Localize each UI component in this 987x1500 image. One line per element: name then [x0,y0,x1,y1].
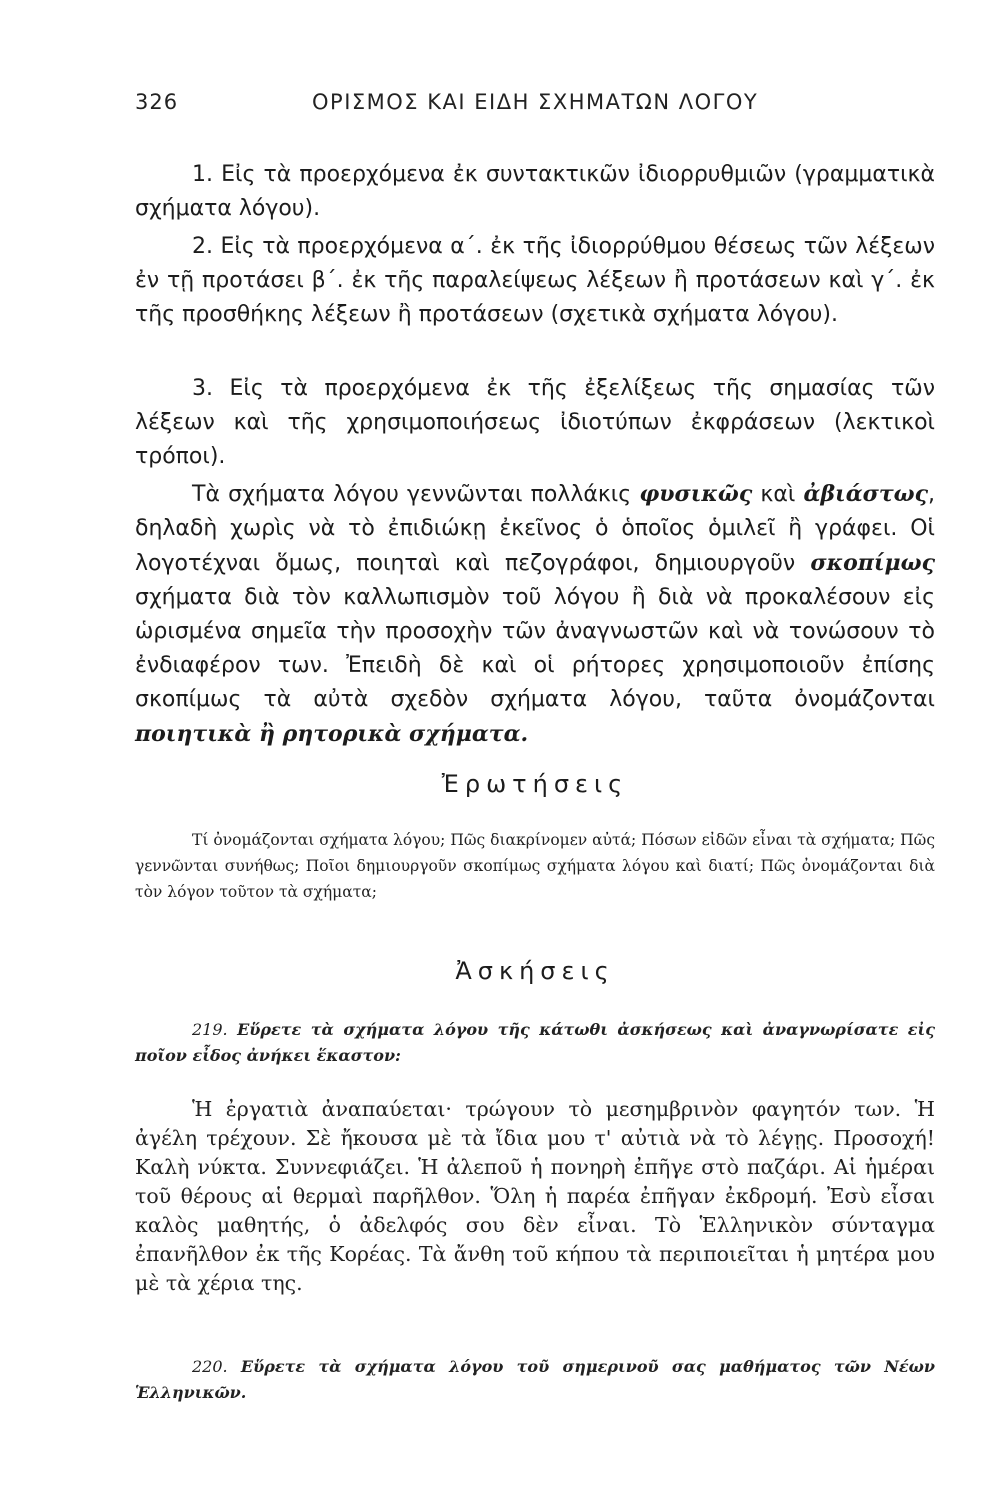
list-item-1-text: 1. Εἰς τὰ προερχόμενα ἐκ συντακτικῶν ἰδιορρυθμιῶν (γραμματικὰ σχήματα λόγου). [135,162,935,221]
exercise-219-passage [135,1095,935,1298]
questions-heading: Ἐρωτήσεις [441,770,629,798]
exercise-219-text [135,1017,935,1069]
paragraph-run-4: σχήματα διὰ τὸν καλλωπισμὸν τοῦ λόγου ἢ διὰ νὰ προκαλέσουν εἰς ὡρισμένα σημεῖα τὴν προσοχὴν τῶν ἀναγνωστῶν καὶ νὰ τονώσουν τὸ ἐνδιαφέρον των. Ἐπειδὴ δὲ καὶ οἱ ρήτορες χρησιμοποιοῦν ἐπίσης σκοπίμως τὰ αὐτὰ σχεδὸν σχήματα λόγου, ταῦτα ὀνομάζονται [135,585,935,712]
list-item-3-text: 3. Εἰς τὰ προερχόμενα ἐκ τῆς ἐξελίξεως τῆς σημασίας τῶν λέξεων καὶ τῆς χρησιμοποιήσεως ἰδιοτύπων ἐκφράσεων (λεκτικοὶ τρόποι). [135,376,935,469]
list-item-1 [135,158,935,226]
list-item-2-text: 2. Εἰς τὰ προερχόμενα α΄. ἐκ τῆς ἰδιορρύθμου θέσεως τῶν λέξεων ἐν τῇ προτάσει β΄. ἐκ τῆς παραλείψεως λέξεων ἢ προτάσεων καὶ γ΄. ἐκ τῆς προσθήκης λέξεων ἢ προτάσεων (σχετικὰ σχήματα λόγου). [135,234,935,327]
exercise-220-text [135,1354,935,1406]
list-item-3 [135,372,935,474]
questions-text: Τί ὀνομάζονται σχήματα λόγου; Πῶς διακρίνομεν αὐτά; Πόσων εἰδῶν εἶναι τὰ σχήματα; Πῶς γεννῶνται συνήθως; Ποῖοι δημιουργοῦν σκοπίμως σχήματα λόγου καὶ διατί; Πῶς ὀνομάζονται διὰ τὸν λόγον τοῦτον τὰ σχήματα; [135,831,935,901]
emphasis-naturally: φυσικῶς [639,481,753,507]
exercises-heading: Ἀσκήσεις [455,957,615,985]
page-number: 326 [135,90,179,114]
list-item-2 [135,230,935,332]
emphasis-poetic-rhetorical: ποιητικὰ ἢ ρητορικὰ σχήματα. [135,721,529,747]
paragraph-run-2: καὶ [752,482,804,507]
paragraph-text [135,477,935,752]
emphasis-deliberately: σκοπίμως [810,550,935,576]
exercise-220-instruction: Εὕρετε τὰ σχήματα λόγου τοῦ σημερινοῦ σας μαθήματος τῶν Νέων Ἑλληνικῶν. [135,1357,935,1402]
exercise-220 [135,1354,935,1406]
exercise-220-number: 220. [192,1357,228,1376]
paragraph-run-1: Τὰ σχήματα λόγου γεννῶνται πολλάκις [192,482,640,507]
exercise-219-number: 219. [192,1020,228,1039]
running-title: ΟΡΙΣΜΟΣ ΚΑΙ ΕΙΔΗ ΣΧΗΜΑΤΩΝ ΛΟΓΟΥ [312,90,759,114]
exercise-219-instruction: Εὕρετε τὰ σχήματα λόγου τῆς κάτωθι ἀσκήσεως καὶ ἀναγνωρίσατε εἰς ποῖον εἶδος ἀνήκει ἕκαστον: [135,1020,935,1065]
emphasis-unforced: ἀβιάστως [803,481,928,507]
paragraph-run-3: , δηλαδὴ χωρὶς νὰ τὸ ἐπιδιώκῃ ἐκεῖνος ὁ ὁποῖος ὁμιλεῖ ἢ γράφει. Οἱ λογοτέχναι ὅμως, ποιηταὶ καὶ πεζογράφοι, δημιουργοῦν [135,482,935,576]
exercise-219 [135,1017,935,1069]
questions-block [135,827,935,905]
figures-of-speech-paragraph [135,477,935,752]
passage-text: Ἡ ἐργατιὰ ἀναπαύεται· τρώγουν τὸ μεσημβρινὸν φαγητόν των. Ἡ ἀγέλη τρέχουν. Σὲ ἤκουσα μὲ τὰ ἴδια μου τ' αὐτιὰ νὰ τὸ λέγῃς. Προσοχή! Καλὴ νύκτα. Συννεφιάζει. Ἡ ἀλεποῦ ἡ πονηρὴ ἐπῆγε στὸ παζάρι. Αἱ ἡμέραι τοῦ θέρους αἱ θερμαὶ παρῆλθον. Ὅλη ἡ παρέα ἐπῆγαν ἐκδρομή. Ἐσὺ εἶσαι καλὸς μαθητής, ὁ ἀδελφός σου δὲν εἶναι. Τὸ Ἑλληνικὸν σύνταγμα ἐπανῆλθον ἐκ τῆς Κορέας. Τὰ ἄνθη τοῦ κήπου τὰ περιποιεῖται ἡ μητέρα μου μὲ τὰ χέρια της. [135,1097,935,1295]
